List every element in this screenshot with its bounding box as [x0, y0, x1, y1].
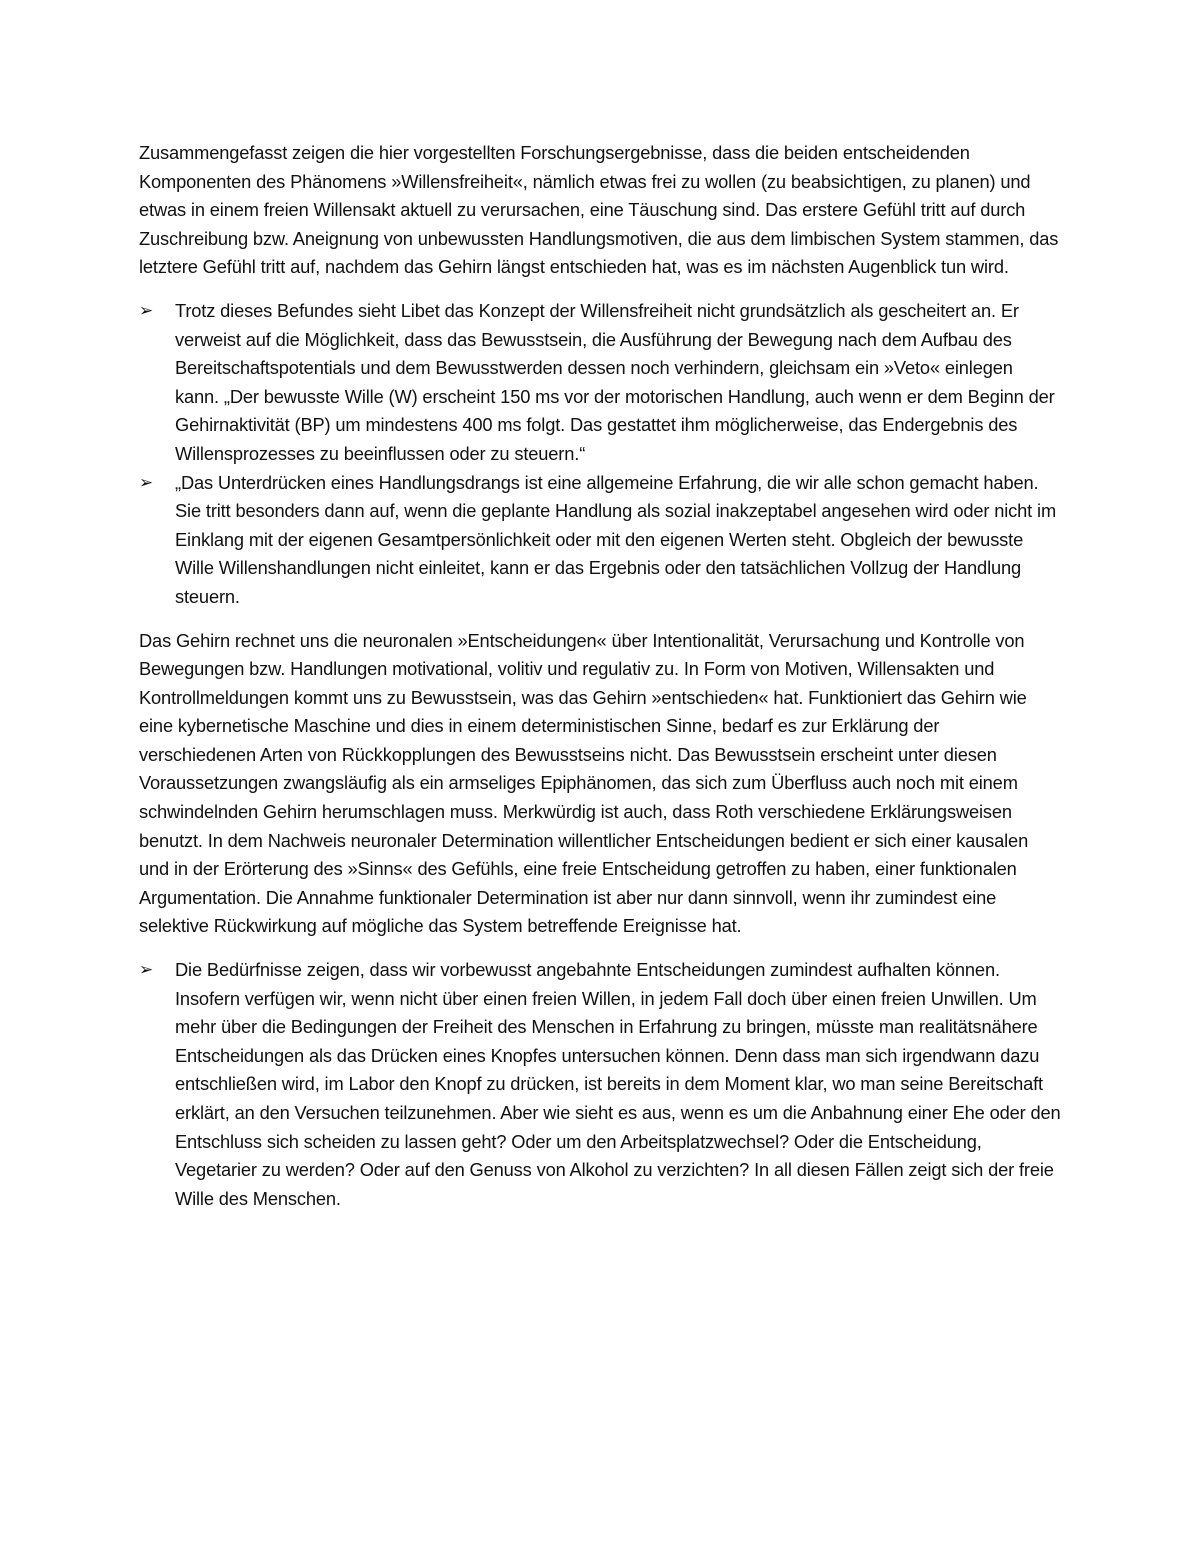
arrowhead-bullet-icon: ➢ [139, 472, 154, 493]
bullet-list-needs [139, 956, 1061, 1213]
paragraph-brain: Das Gehirn rechnet uns die neuronalen »Entscheidungen« über Intentionalität, Verursachung und Kontrolle von Bewegungen bzw. Handlungen motivational, volitiv und regulativ zu. In Form von Motiven, Willensakten und Kontrollmeldungen kommt uns zu Bewusstsein, was das Gehirn »entschieden« hat. Funktioniert das Gehirn wie eine kybernetische Maschine und dies in einem deterministischen Sinne, bedarf es zur Erklärung der verschiedenen Arten von Rückkopplungen des Bewusstseins nicht. Das Bewusstsein erscheint unter diesen Voraussetzungen zwangsläufig als ein armseliges Epiphänomen, das sich zum Überfluss auch noch mit einem schwindelnden Gehirn herumschlagen muss. Merkwürdig ist auch, dass Roth verschiedene Erklärungsweisen benutzt. In dem Nachweis neuronaler Determination willentlicher Entscheidungen bedient er sich einer kausalen und in der Erörterung des »Sinns« des Gefühls, eine freie Entscheidung getroffen zu haben, einer funktionalen Argumentation. Die Annahme funktionaler Determination ist aber nur dann sinnvoll, wenn ihr zumindest eine selektive Rückwirkung auf mögliche das System betreffende Ereignisse hat. [139, 629, 1029, 937]
bullet-item-free-unwill [139, 956, 1061, 1213]
arrowhead-bullet-icon: ➢ [139, 300, 154, 321]
document-body [139, 139, 1061, 1228]
bullet-text: Trotz dieses Befundes sieht Libet das Konzept der Willensfreiheit nicht grundsätzlich als gescheitert an. Er verweist auf die Möglichkeit, dass das Bewusstsein, die Ausführung der Bewegung nach dem Aufbau des Bereitschaftspotentials und dem Bewusstwerden dessen noch verhindern, gleichsam ein »Veto« einlegen kann. „Der bewusste Wille (W) erscheint 150 ms vor der motorischen Handlung, auch wenn er dem Beginn der Gehirnaktivität (BP) um mindestens 400 ms folgt. Das gestattet ihm möglicherweise, das Endergebnis des Willensprozesses zu beeinflussen oder zu steuern.“ [175, 299, 1055, 464]
bullet-item-suppression [139, 469, 1061, 612]
paragraph-summary: Zusammengefasst zeigen die hier vorgestellten Forschungsergebnisse, dass die beiden entscheidenden Komponenten des Phänomens »Willensfreiheit«, nämlich etwas frei zu wollen (zu beabsichtigen, zu planen) und etwas in einem freien Willensakt aktuell zu verursachen, eine Täuschung sind. Das erstere Gefühl tritt auf durch Zuschreibung bzw. Aneignung von unbewussten Handlungsmotiven, die aus dem limbischen System stammen, das letztere Gefühl tritt auf, nachdem das Gehirn längst entschieden hat, was es im nächsten Augenblick tun wird. [139, 142, 1059, 278]
bullet-text: Die Bedürfnisse zeigen, dass wir vorbewusst angebahnte Entscheidungen zumindest aufhalten können. Insofern verfügen wir, wenn nicht über einen freien Willen, in jedem Fall doch über einen freien Unwillen. Um mehr über die Bedingungen der Freiheit des Menschen in Erfahrung zu bringen, müsste man realitätsnähere Entscheidungen als das Drücken eines Knopfes untersuchen können. Denn dass man sich irgendwann dazu entschließen wird, im Labor den Knopf zu drücken, ist bereits in dem Moment klar, wo man seine Bereitschaft erklärt, an den Versuchen teilzunehmen. Aber wie sieht es aus, wenn es um die Anbahnung einer Ehe oder den Entschluss sich scheiden zu lassen geht? Oder um den Arbeitsplatzwechsel? Oder die Entscheidung, Vegetarier zu werden? Oder auf den Genuss von Alkohol zu verzichten? In all diesen Fällen zeigt sich der freie Wille des Menschen. [175, 959, 1061, 1209]
bullet-list-libet [139, 297, 1061, 612]
bullet-item-libet-veto [139, 297, 1061, 469]
bullet-text: „Das Unterdrücken eines Handlungsdrangs ist eine allgemeine Erfahrung, die wir alle schon gemacht haben. Sie tritt besonders dann auf, wenn die geplante Handlung als sozial inakzeptabel angesehen wird oder nicht im Einklang mit der eigenen Gesamtpersönlichkeit oder mit den eigenen Werten steht. Obgleich der bewusste Wille Willenshandlungen nicht einleitet, kann er das Ergebnis oder den tatsächlichen Vollzug der Handlung steuern. [175, 471, 1057, 607]
arrowhead-bullet-icon: ➢ [139, 960, 154, 981]
